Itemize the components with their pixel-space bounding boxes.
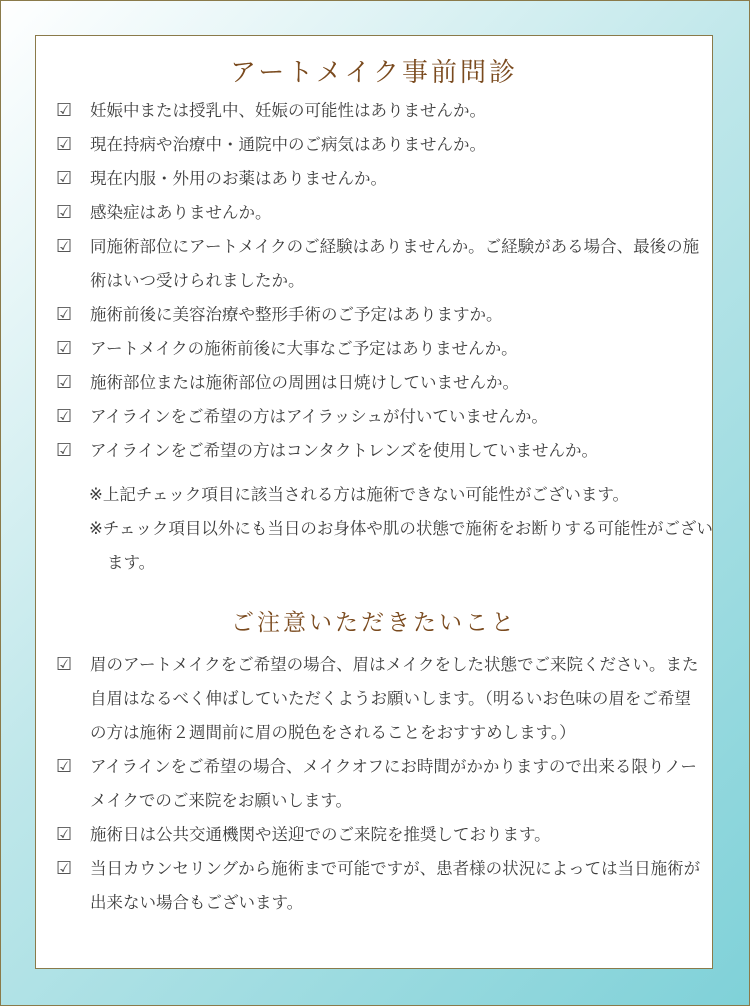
precautions-checklist xyxy=(56,648,701,920)
section-title-precautions: ご注意いただきたいこと xyxy=(231,610,517,636)
caution-note: ※チェック項目以外にも当日のお身体や肌の状態で施術をお断りする可能性がございます。 xyxy=(89,519,713,572)
checklist-item xyxy=(56,818,701,852)
checkbox-icon: ☑ xyxy=(56,100,73,121)
checklist-item xyxy=(56,750,701,818)
checklist-item-text: アイラインをご希望の場合、メイクオフにお時間がかかりますので出来る限りノーメイクでのご来院をお願いします。 xyxy=(90,757,697,810)
checklist-item-text: 施術日は公共交通機関や送迎でのご来院を推奨しております。 xyxy=(90,825,551,844)
checklist-item xyxy=(56,298,701,332)
checkbox-icon: ☑ xyxy=(56,338,73,359)
checklist-item-text: アイラインをご希望の方はアイラッシュが付いていませんか。 xyxy=(90,407,548,426)
checklist-item xyxy=(56,230,701,298)
checkbox-icon: ☑ xyxy=(56,134,73,155)
checkbox-icon: ☑ xyxy=(56,654,73,675)
checklist-item-text: アートメイクの施術前後に大事なご予定はありませんか。 xyxy=(90,339,518,358)
checklist-item xyxy=(56,196,701,230)
checkbox-icon: ☑ xyxy=(56,202,73,223)
checklist-item xyxy=(56,648,701,750)
checklist-item-text: 感染症はありませんか。 xyxy=(90,203,272,222)
checkbox-icon: ☑ xyxy=(56,756,73,777)
checklist-item xyxy=(56,332,701,366)
pre-consultation-checklist xyxy=(56,94,701,468)
checklist-item-text: 施術部位または施術部位の周囲は日焼けしていませんか。 xyxy=(90,373,519,392)
checkbox-icon: ☑ xyxy=(56,406,73,427)
checklist-item xyxy=(56,434,701,468)
checkbox-icon: ☑ xyxy=(56,304,73,325)
caution-note: ※上記チェック項目に該当される方は施術できない可能性がございます。 xyxy=(89,485,630,504)
checklist-item-text: 施術前後に美容治療や整形手術のご予定はありますか。 xyxy=(90,305,503,324)
checklist-item xyxy=(56,366,701,400)
checkbox-icon: ☑ xyxy=(56,236,73,257)
checklist-item-text: 妊娠中または授乳中、妊娠の可能性はありませんか。 xyxy=(90,101,486,120)
content-panel xyxy=(35,35,713,969)
checkbox-icon: ☑ xyxy=(56,168,73,189)
section-title-pre-consultation: アートメイク事前問診 xyxy=(230,58,518,88)
checklist-item-text: 眉のアートメイクをご希望の場合、眉はメイクをした状態でご来院ください。また自眉はなるべく伸ばしていただくようお願いします。（明るいお色味の眉をご希望の方は施術２週間前に眉の脱色をされることをおすすめします。） xyxy=(90,655,699,742)
checklist-item-text: 当日カウンセリングから施術まで可能ですが、患者様の状況によっては当日施術が出来ない場合もございます。 xyxy=(90,859,701,912)
checkbox-icon: ☑ xyxy=(56,440,73,461)
checklist-item xyxy=(56,852,701,920)
checklist-item-text: 同施術部位にアートメイクのご経験はありませんか。ご経験がある場合、最後の施術はいつ受けられましたか。 xyxy=(90,237,700,290)
checklist-item xyxy=(56,400,701,434)
checkbox-icon: ☑ xyxy=(56,372,73,393)
checklist-item xyxy=(56,94,701,128)
checklist-item-text: 現在持病や治療中・通院中のご病気はありませんか。 xyxy=(90,135,486,154)
checklist-item-text: アイラインをご希望の方はコンタクトレンズを使用していませんか。 xyxy=(90,441,598,460)
checkbox-icon: ☑ xyxy=(56,858,73,879)
checklist-item xyxy=(56,128,701,162)
checkbox-icon: ☑ xyxy=(56,824,73,845)
checklist-item xyxy=(56,162,701,196)
checklist-item-text: 現在内服・外用のお薬はありませんか。 xyxy=(90,169,387,188)
